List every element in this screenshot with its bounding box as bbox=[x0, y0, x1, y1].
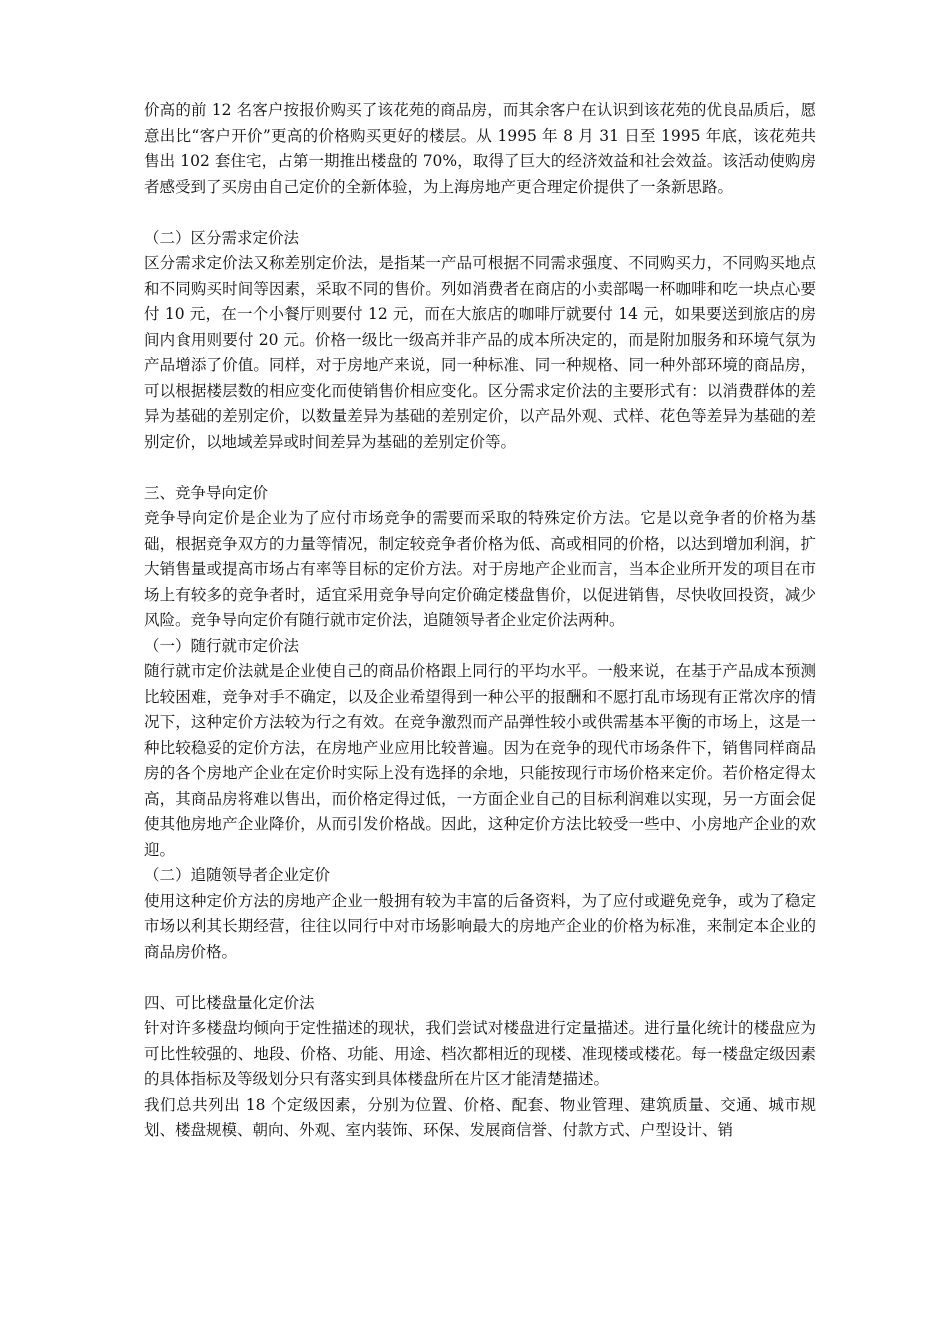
section-heading: （二）区分需求定价法 bbox=[144, 228, 300, 247]
body-paragraph: 价高的前 12 名客户按报价购买了该花苑的商品房，而其余客户在认识到该花苑的优良品质后，愿意出比“客户开价”更高的价格购买更好的楼层。从 1995 年 8 月 31 日至 1995 年底，该花苑共售出 102 套住宅，占第一期推出楼盘的 70%，取得了巨大的经济效益和社会效益。该活动使购房者感受到了买房由自己定价的全新体验，为上海房地产更合理定价提供了一条新思路。 bbox=[144, 101, 816, 196]
document-page bbox=[144, 98, 816, 1144]
section-heading: （二）追随领导者企业定价 bbox=[144, 866, 331, 884]
body-paragraph: 我们总共列出 18 个定级因素，分别为位置、价格、配套、物业管理、建筑质量、交通、城市规划、楼盘规模、朝向、外观、室内装饰、环保、发展商信誉、付款方式、户型设计、销 bbox=[144, 1095, 816, 1139]
body-paragraph: 竞争导向定价是企业为了应付市场竞争的需要而采取的特殊定价方法。它是以竞争者的价格为基础，根据竞争双方的力量等情况，制定较竞争者价格为低、高或相同的价格，以达到增加利润，扩大销售量或提高市场占有率等目标的定价方法。对于房地产企业而言，当本企业所开发的项目在市场上有较多的竞争者时，适宜采用竞争导向定价确定楼盘售价，以促进销售，尽快收回投资，减少风险。竞争导向定价有随行就市定价法，追随领导者企业定价法两种。 bbox=[144, 509, 816, 629]
section-heading: （一）随行就市定价法 bbox=[144, 636, 300, 655]
body-paragraph: 区分需求定价法又称差别定价法，是指某一产品可根据不同需求强度、不同购买力，不同购买地点和不同购买时间等因素，采取不同的售价。列如消费者在商店的小卖部喝一杯咖啡和吃一块点心要付 10 元，在一个小餐厅则要付 12 元，而在大旅店的咖啡厅就要付 14 元，如果要送到旅店的房间内食用则要付 20 元。价格一级比一级高并非产品的成本所决定的，而是附加服务和环境气氛为产品增添了价值。同样，对于房地产来说，同一种标准、同一种规格、同一种外部环境的商品房，可以根据楼层数的相应变化而使销售价相应变化。区分需求定价法的主要形式有：以消费群体的差异为基础的差别定价，以数量差异为基础的差别定价，以产品外观、式样、花色等差异为基础的差别定价，以地域差异或时间差异为基础的差别定价等。 bbox=[144, 254, 816, 451]
paragraph-spacer bbox=[144, 455, 816, 481]
body-paragraph: 随行就市定价法就是企业使自己的商品价格跟上同行的平均水平。一般来说，在基于产品成本预测比较困难，竞争对手不确定，以及企业希望得到一种公平的报酬和不愿打乱市场现有正常次序的情况下，这种定价方法较为行之有效。在竞争激烈而产品弹性较小或供需基本平衡的市场上，这是一种比较稳妥的定价方法，在房地产业应用比较普遍。因为在竞争的现代市场条件下，销售同样商品房的各个房地产企业在定价时实际上没有选择的余地，只能按现行市场价格来定价。若价格定得太高，其商品房将难以售出，而价格定得过低，一方面企业自己的目标利润难以实现，另一方面会促使其他房地产企业降价，从而引发价格战。因此，这种定价方法比较受一些中、小房地产企业的欢迎。 bbox=[144, 662, 816, 859]
body-paragraph: 针对许多楼盘均倾向于定性描述的现状，我们尝试对楼盘进行定量描述。进行量化统计的楼盘应为可比性较强的、地段、价格、功能、用途、档次都相近的现楼、准现楼或楼花。每一楼盘定级因素的具体指标及等级划分只有落实到具体楼盘所在片区才能清楚描述。 bbox=[144, 1019, 816, 1088]
section-heading: 三、竞争导向定价 bbox=[144, 483, 269, 502]
paragraph-spacer bbox=[144, 965, 816, 991]
body-paragraph: 使用这种定价方法的房地产企业一般拥有较为丰富的后备资料，为了应付或避免竞争，或为了稳定市场以利其长期经营，往往以同行中对市场影响最大的房地产企业的价格为标准，来制定本企业的商品房价格。 bbox=[144, 891, 816, 961]
paragraph-spacer bbox=[144, 200, 816, 226]
section-heading: 四、可比楼盘量化定价法 bbox=[144, 993, 315, 1012]
